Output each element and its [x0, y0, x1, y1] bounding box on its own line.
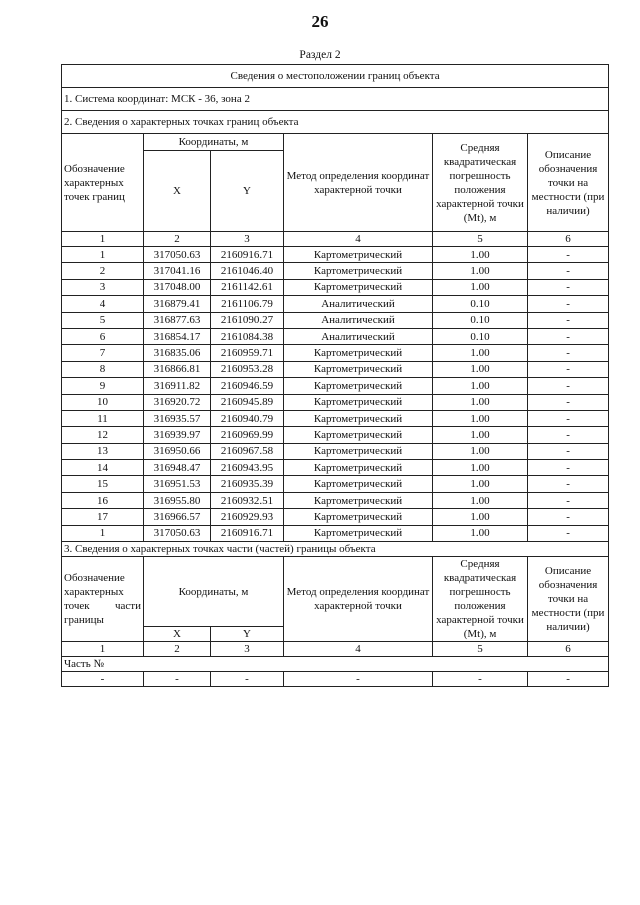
cell-x: 316948.47	[144, 460, 211, 476]
col-number: 3	[211, 642, 284, 657]
cell-y: 2160959.71	[211, 345, 284, 361]
col-number: 4	[284, 642, 433, 657]
cell-x: 316939.97	[144, 427, 211, 443]
cell-x: 316835.06	[144, 345, 211, 361]
cell-y: 2160932.51	[211, 492, 284, 508]
cell-mt: 1.00	[433, 525, 528, 541]
cell-n: 10	[62, 394, 144, 410]
cell-mt: 1.00	[433, 378, 528, 394]
cell-x: 316950.66	[144, 443, 211, 459]
cell-method: Картометрический	[284, 509, 433, 525]
cell-mt: 1.00	[433, 443, 528, 459]
cell-method: Картометрический	[284, 345, 433, 361]
cell-method: Картометрический	[284, 279, 433, 295]
table-row	[62, 263, 609, 279]
cell-x: 316955.80	[144, 492, 211, 508]
cell-desc: -	[528, 525, 609, 541]
cell-mt: 1.00	[433, 460, 528, 476]
cell-y: 2161090.27	[211, 312, 284, 328]
cell-y: 2160929.93	[211, 509, 284, 525]
cell-n: 9	[62, 378, 144, 394]
cell-desc: -	[528, 443, 609, 459]
cell-x: 316879.41	[144, 296, 211, 312]
header-y: Y	[211, 151, 284, 232]
table-row	[62, 328, 609, 344]
table-row	[62, 279, 609, 295]
cell-y: 2160967.58	[211, 443, 284, 459]
cell-desc: -	[528, 279, 609, 295]
empty-cell: -	[211, 672, 284, 687]
cell-n: 1	[62, 247, 144, 263]
section1-title: 2. Сведения о характерных точках границ объекта	[62, 111, 609, 134]
col-number: 2	[144, 642, 211, 657]
table-row	[62, 345, 609, 361]
cell-mt: 1.00	[433, 394, 528, 410]
cell-n: 12	[62, 427, 144, 443]
table-row	[62, 361, 609, 377]
cell-desc: -	[528, 410, 609, 426]
cell-mt: 1.00	[433, 476, 528, 492]
col-number: 6	[528, 232, 609, 247]
cell-x: 317048.00	[144, 279, 211, 295]
cell-mt: 1.00	[433, 345, 528, 361]
cell-desc: -	[528, 296, 609, 312]
col-number: 2	[144, 232, 211, 247]
header-method: Метод определения координат характерной точки	[284, 134, 433, 232]
cell-x: 316866.81	[144, 361, 211, 377]
cell-y: 2161046.40	[211, 263, 284, 279]
cell-desc: -	[528, 394, 609, 410]
cell-n: 2	[62, 263, 144, 279]
cell-n: 17	[62, 509, 144, 525]
empty-cell: -	[284, 672, 433, 687]
cell-desc: -	[528, 460, 609, 476]
cell-n: 16	[62, 492, 144, 508]
cell-mt: 1.00	[433, 361, 528, 377]
header-error: Средняя квадратическая погрешность положения характерной точки (Mt), м	[433, 134, 528, 232]
cell-desc: -	[528, 263, 609, 279]
cell-method: Картометрический	[284, 492, 433, 508]
header-coords: Координаты, м	[144, 134, 284, 151]
cell-method: Картометрический	[284, 460, 433, 476]
cell-method: Картометрический	[284, 263, 433, 279]
col-number: 4	[284, 232, 433, 247]
table-row	[62, 460, 609, 476]
cell-desc: -	[528, 361, 609, 377]
table-title: Сведения о местоположении границ объекта	[62, 65, 609, 88]
cell-method: Аналитический	[284, 312, 433, 328]
cell-desc: -	[528, 247, 609, 263]
empty-cell: -	[433, 672, 528, 687]
cell-y: 2160945.89	[211, 394, 284, 410]
table-row	[62, 410, 609, 426]
cell-y: 2160969.99	[211, 427, 284, 443]
cell-x: 316877.63	[144, 312, 211, 328]
cell-n: 11	[62, 410, 144, 426]
col-number: 5	[433, 642, 528, 657]
cell-y: 2160953.28	[211, 361, 284, 377]
cell-y: 2160916.71	[211, 247, 284, 263]
part-header-method: Метод определения координат характерной точки	[284, 557, 433, 642]
cell-mt: 1.00	[433, 509, 528, 525]
part-header-y: Y	[211, 627, 284, 642]
part-header-description: Описание обозначения точки на местности (при наличии)	[528, 557, 609, 642]
cell-method: Картометрический	[284, 410, 433, 426]
table-row	[62, 427, 609, 443]
header-description: Описание обозначения точки на местности (при наличии)	[528, 134, 609, 232]
coordinate-system: 1. Система координат: МСК - 36, зона 2	[62, 88, 609, 111]
empty-cell: -	[62, 672, 144, 687]
cell-method: Аналитический	[284, 328, 433, 344]
table-row	[62, 492, 609, 508]
part-label: Часть №	[62, 657, 609, 672]
cell-method: Картометрический	[284, 443, 433, 459]
table-row	[62, 443, 609, 459]
col-number: 1	[62, 642, 144, 657]
cell-method: Картометрический	[284, 247, 433, 263]
cell-desc: -	[528, 509, 609, 525]
table-row	[62, 296, 609, 312]
cell-x: 317041.16	[144, 263, 211, 279]
cell-y: 2160916.71	[211, 525, 284, 541]
cell-x: 316911.82	[144, 378, 211, 394]
cell-n: 7	[62, 345, 144, 361]
cell-x: 316966.57	[144, 509, 211, 525]
cell-mt: 1.00	[433, 492, 528, 508]
cell-x: 316951.53	[144, 476, 211, 492]
cell-n: 15	[62, 476, 144, 492]
cell-x: 316935.57	[144, 410, 211, 426]
part-header-point: Обозначение характерных точек части границы	[62, 557, 144, 642]
table-row	[62, 509, 609, 525]
cell-desc: -	[528, 345, 609, 361]
cell-y: 2160946.59	[211, 378, 284, 394]
cell-desc: -	[528, 378, 609, 394]
table-row	[62, 247, 609, 263]
cell-desc: -	[528, 476, 609, 492]
empty-cell: -	[144, 672, 211, 687]
cell-y: 2161106.79	[211, 296, 284, 312]
cell-x: 317050.63	[144, 525, 211, 541]
cell-method: Картометрический	[284, 394, 433, 410]
part-header-coords: Координаты, м	[144, 557, 284, 627]
cell-method: Аналитический	[284, 296, 433, 312]
cell-n: 1	[62, 525, 144, 541]
cell-method: Картометрический	[284, 361, 433, 377]
cell-n: 6	[62, 328, 144, 344]
table-row	[62, 312, 609, 328]
cell-n: 3	[62, 279, 144, 295]
part-header-error: Средняя квадратическая погрешность положения характерной точки (Mt), м	[433, 557, 528, 642]
table-row	[62, 525, 609, 541]
cell-desc: -	[528, 312, 609, 328]
coordinates-table	[61, 64, 609, 687]
cell-mt: 1.00	[433, 427, 528, 443]
table-row	[62, 476, 609, 492]
cell-x: 316854.17	[144, 328, 211, 344]
section-label: Раздел 2	[299, 49, 341, 61]
cell-mt: 0.10	[433, 296, 528, 312]
col-number: 3	[211, 232, 284, 247]
cell-n: 13	[62, 443, 144, 459]
cell-n: 5	[62, 312, 144, 328]
section2-title: 3. Сведения о характерных точках части (частей) границы объекта	[62, 542, 609, 557]
cell-y: 2161084.38	[211, 328, 284, 344]
col-number: 1	[62, 232, 144, 247]
cell-n: 4	[62, 296, 144, 312]
empty-cell: -	[528, 672, 609, 687]
cell-n: 14	[62, 460, 144, 476]
table-row	[62, 378, 609, 394]
cell-mt: 1.00	[433, 410, 528, 426]
header-point: Обозначение характерных точек границ	[62, 134, 144, 232]
col-number: 6	[528, 642, 609, 657]
cell-x: 317050.63	[144, 247, 211, 263]
cell-desc: -	[528, 427, 609, 443]
part-column-numbers-row	[62, 642, 609, 657]
part-empty-row	[62, 672, 609, 687]
cell-mt: 0.10	[433, 312, 528, 328]
cell-y: 2160940.79	[211, 410, 284, 426]
cell-desc: -	[528, 328, 609, 344]
cell-n: 8	[62, 361, 144, 377]
column-numbers-row	[62, 232, 609, 247]
header-x: X	[144, 151, 211, 232]
page-number: 26	[311, 12, 329, 31]
cell-method: Картометрический	[284, 427, 433, 443]
cell-method: Картометрический	[284, 476, 433, 492]
cell-mt: 1.00	[433, 279, 528, 295]
cell-mt: 1.00	[433, 263, 528, 279]
cell-desc: -	[528, 492, 609, 508]
cell-y: 2161142.61	[211, 279, 284, 295]
cell-mt: 1.00	[433, 247, 528, 263]
col-number: 5	[433, 232, 528, 247]
part-header-x: X	[144, 627, 211, 642]
cell-mt: 0.10	[433, 328, 528, 344]
table-row	[62, 394, 609, 410]
cell-x: 316920.72	[144, 394, 211, 410]
cell-y: 2160935.39	[211, 476, 284, 492]
cell-method: Картометрический	[284, 525, 433, 541]
cell-method: Картометрический	[284, 378, 433, 394]
cell-y: 2160943.95	[211, 460, 284, 476]
